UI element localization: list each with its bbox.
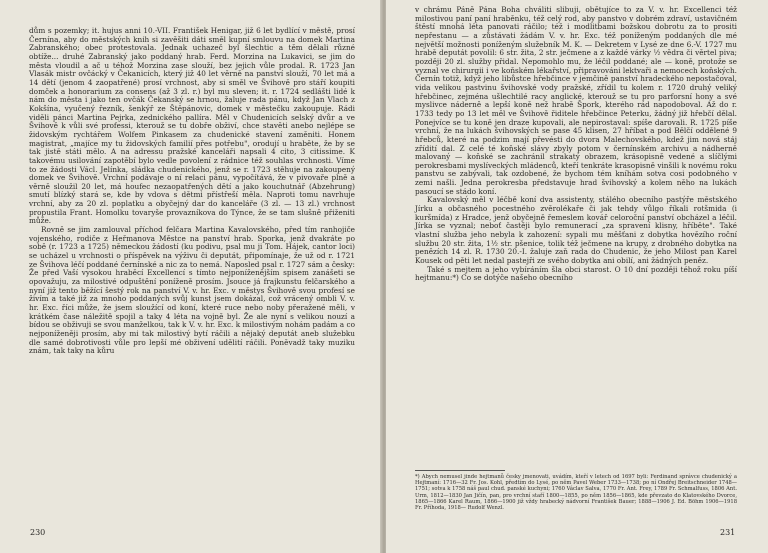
right-paragraph-3: Také s mejtem a jeho vybíráním šla obci starost. O 10 dní později téhož roku píší hejtmanu:*) Co se dotýče našeho obecního (415, 264, 737, 283)
right-paragraph-1: v chrámu Páně Pána Boha chváliti slibuji, obětujíce to za V. v. hr. Excellenci též milostivou paní paní hraběnku, též celý rod, aby panstvo v dobrém zdraví, ustavičném štěstí mnohá léta panovati ráčilo; též i modlitbami božskou dobrotu za to prositi nepřestanu — a zůstávati žádám V. v. hr. Exc. též poníženým poddaných dle mé největší možnosti poníženým služebník M. K. — Dekretem v Lysé ze dne 6.-V. 1727 mu hrabě deputát povolil: 6 str. žita, 2 str. ječmene a z každé várky ½ vědra či věrtel piva; později 20 zl. služby přidal. Nepomohlo mu, že léčil poddané; ale — koně, protože se vyznal ve chirurgii i ve koňském lékařství, připravováni lektvaři a nemocech koňských. Černín totiž, když jeho libůstce hřebčince v jemčině panství hradeckého nepostačoval, vida velikou pastvinu švihovské vody pražské, zřídil tu kolem r. 1720 druhý veliký hřebčinec, zejména ušlechtilé racy anglické, kterouž se tu pro parforsní hony a své myslivce náderně a lepší koně než hrabě Špork, kterého rád napodoboval. Až do r. 1733 tedy po 13 let měl ve Švihově řiditele hřebčince Peterku, žádný již hřebčí dělal. Ponejvíce se tu koně jen draze kupovali, ale nepirostaval: spíše darovali. R. 1725 píše vrchní, že na lukách švihovských se pase 45 klisen, 27 hříbat a pod Bělčí oddělené 9 hřebců, které na podzim mají převésti do dvora Malechovského, kdež jim nová stáj zřídití dal. Z celé té koňské slávy zbyly potom v černínském archivu a nádherně malovaný — koňské se zachránil strakatý obrazem, krásopisně vedené a slíčlými perokresbami myslíveckých mládenců, kteří tenkráte krasopisně vinšili k novému roku panstvu se zabývali, tak ozdobené, že bychom tém kníhám sotva cosi podobného v zemi našli. Jedna perokresba představuje hrad švihovský a kolem něho na lukách pasoucí se stádo koní. (415, 5, 737, 196)
left-page-number: 230 (30, 528, 46, 537)
left-paragraph-2: Rovně se jim zamlouval příchod felčara Martina Kavalovského, před tím ranhojiče vojenského, rodiče z Heřmanova Městce na panství hrab. Sporka, jenž dvakráte po sobě (r. 1723 a 1725) německou žádostí (ku podivu, psal mu ji Tom. Hájek, cantor loci) se ucházel u vrchnosti o příspěvek na výživu či deputát, připomínaje, že už od r. 1721 ze Švihova léčí poddané černínské a nic za to nemá. Naposled psal r. 1727 sám a česky: Že před Vaší vysokou hraběcí Excellencí s tímto nejponíženějším spisem zanášeti se opovažuju, za milostivé odpuštění poníženě prosím. Jsouce já frajkunstu felčarského a nyní již tento běžící šestý rok na panství V. v. hr. Exc. v městys Švihově svou profesí se živím a také již za mnoho poddaných svůj kunst jsem dokázal, což vrácený ombli V. v. hr. Exc. říci může, že jsem sloužící od koní, které ruce nebo noby přeražené měli, v krátkém čase náležitě spojil a taky 4 léta na vojně byl. Že ale nyní s velikou nouzí a bídou se obživuji se svou manželkou, tak k V. v. hr. Exc. k milostivým nohám padám a co nejponíženěji prosím, aby mi tak milostivý bytí ráčili a nějaký deputát aneb služebku dle samé dobrotivosti vůle pro lepší mé obživení udělití ráčili. Poněvadž taky muziku znám, tak taky na kůru (29, 225, 355, 356)
right-text-column (415, 6, 737, 283)
left-text-column (29, 27, 355, 356)
footnote-rule (415, 470, 505, 471)
right-paragraph-2: Kavalovský měl v léčbě koní dva assistenty, stálého obecního pastýře městského Jírku a občasného pocestného zvěrolékaře či jak tehdy vůlgo říkali rotšmida (i kuršmída) z Hradce, jenž obyčejně řemeslem kovář celoroční panství obcházel a léčil. Jírka se vyznal; neboť častěji bylo remunerací „za spravení klisny, hříběte". Také vlastní služba jeho nebyla k zahození: sypali mu měšťani z dobytka hovězího roční službu 20 str. žita, 1½ str. pšenice, tolik též ječmene na krupy, z drobného dobytka na penězích 14 zl. R. 1730 20.-I. žaluje zaň rada do Chudenic, že jeho Milost pan Karel Kousek od pěti let nedal pastejři ze svého dobytka ani obilí, ani žádných peněz. (415, 195, 737, 266)
right-page (386, 0, 768, 553)
footnote: *) Abych nemusel jinde hejtmanů česky jmenovati, uvádím, kteří v letech od 1697 byli: Ferdinand správce chudenický a Hejtmaní: 1716—32 Fr. Jos. Kohl, předtím do Lysé, po něm Pavel Weber 1733—1738; po ní Ondřej Breitschneider 1748—1751; sotva k 1758 náš paul chud. panské kuchyni; 1760 Václav Salva, 1770 Fr. Ant. Frey, 1789 Fr. Schmalfuss, 1806 Ant. Urm, 1812—1830 Jan Jičín, pan, pro vrchní staří 1800—1855, po něm 1856—1865, kde převzato do Klatovského Dvorce, 1865—1866 Karel Raum, 1866—1900 již vždy hrabecký nádvorní František Bauer; 1888—1906 J. Ed. Böhm 1906—1918 Fr. Příhoda, 1918— Rudolf Wenzl. (415, 474, 737, 512)
left-paragraph-1: dům s pozemky; it. hujus anni 10.-VII. František Henigar, již 6 let bydlící v městě, prosí Černína, aby do městských knih si zavěšiti dáti směl kupní smlouvu na domek Martina Zabranského; obec protestovala. Jednak uchazeč byl šlechtic a těm dělali různé obtíže... druhé Zabranský jako poddaný hrab. Ferd. Morzina na Lukavici, se jim do města vloudil a ač u téhož Morzina zase slouží, bez jejich vůle prodal. R. 1723 Jan Vlasák mistr ovčácký v Čekanicích, který již 40 let věrně na panství slouží, 70 let má a 14 dětí (jenom 4 zaopatřené) prosí vrchnost, aby si směl ve Švihově pro stáří koupiti domček a honorarium za consens (až 3 zl. r.) byl mu sleven; it. r. 1724 sedlášti lidé k nám do města i jako ten ovčák Čekanský se hrnou, žaluje rada pánu, když Jan Vlach z Kokšína, vyučený řezník, šenkýř ze Štěpánovic, domek v městečku zakoupuje. Rádi viděli pánci Martina Pejrka, zednického pallíra. Měl v Chudenicích selský dvůr a ve Švihově k vůli své professi, kterouž se tu dobře obživí, chce stavěti anebo nejlépe se židovským rychtářem Wolfem Pinkasem za chudenické stavení zaměniti. Honem magistrat, „majíce my tu židovských familií přes potřebu", orodují u hraběte, že by se tak jistě státi mělo. A na adressu pražské kanceláři napsali 4 cito, 3 citissime. K takovému usilování zapotěbí bylo vedle povolení z rádnice též souhlas vrchnosti. Víme to ze žádosti Václ. Jelínka, sládka chudenického, jenž se r. 1723 stěhuje na zakoupený domek ve Švihově. Vrchní podávaje o ní relaci pánu, vypočítává, že v pivovaře plně a věrně sloužil 20 let, má houfec nezaopatřených dětí a jako kouchutnář (Abzehrung) smutí blízký stará se, kde by vdova s dětmi přístřeší měla. Naproti tomu navrhuje vrchní, aby za 20 zl. poplatku a obyčejný dar do kanceláře (3 zl. — 13 zl.) vrchnost propustila Frant. Homolku tovaryše provazníkova do Týnce, že se tam slušně přiženiti může. (29, 26, 355, 226)
right-page-number: 231 (720, 528, 736, 537)
left-page (0, 0, 382, 553)
